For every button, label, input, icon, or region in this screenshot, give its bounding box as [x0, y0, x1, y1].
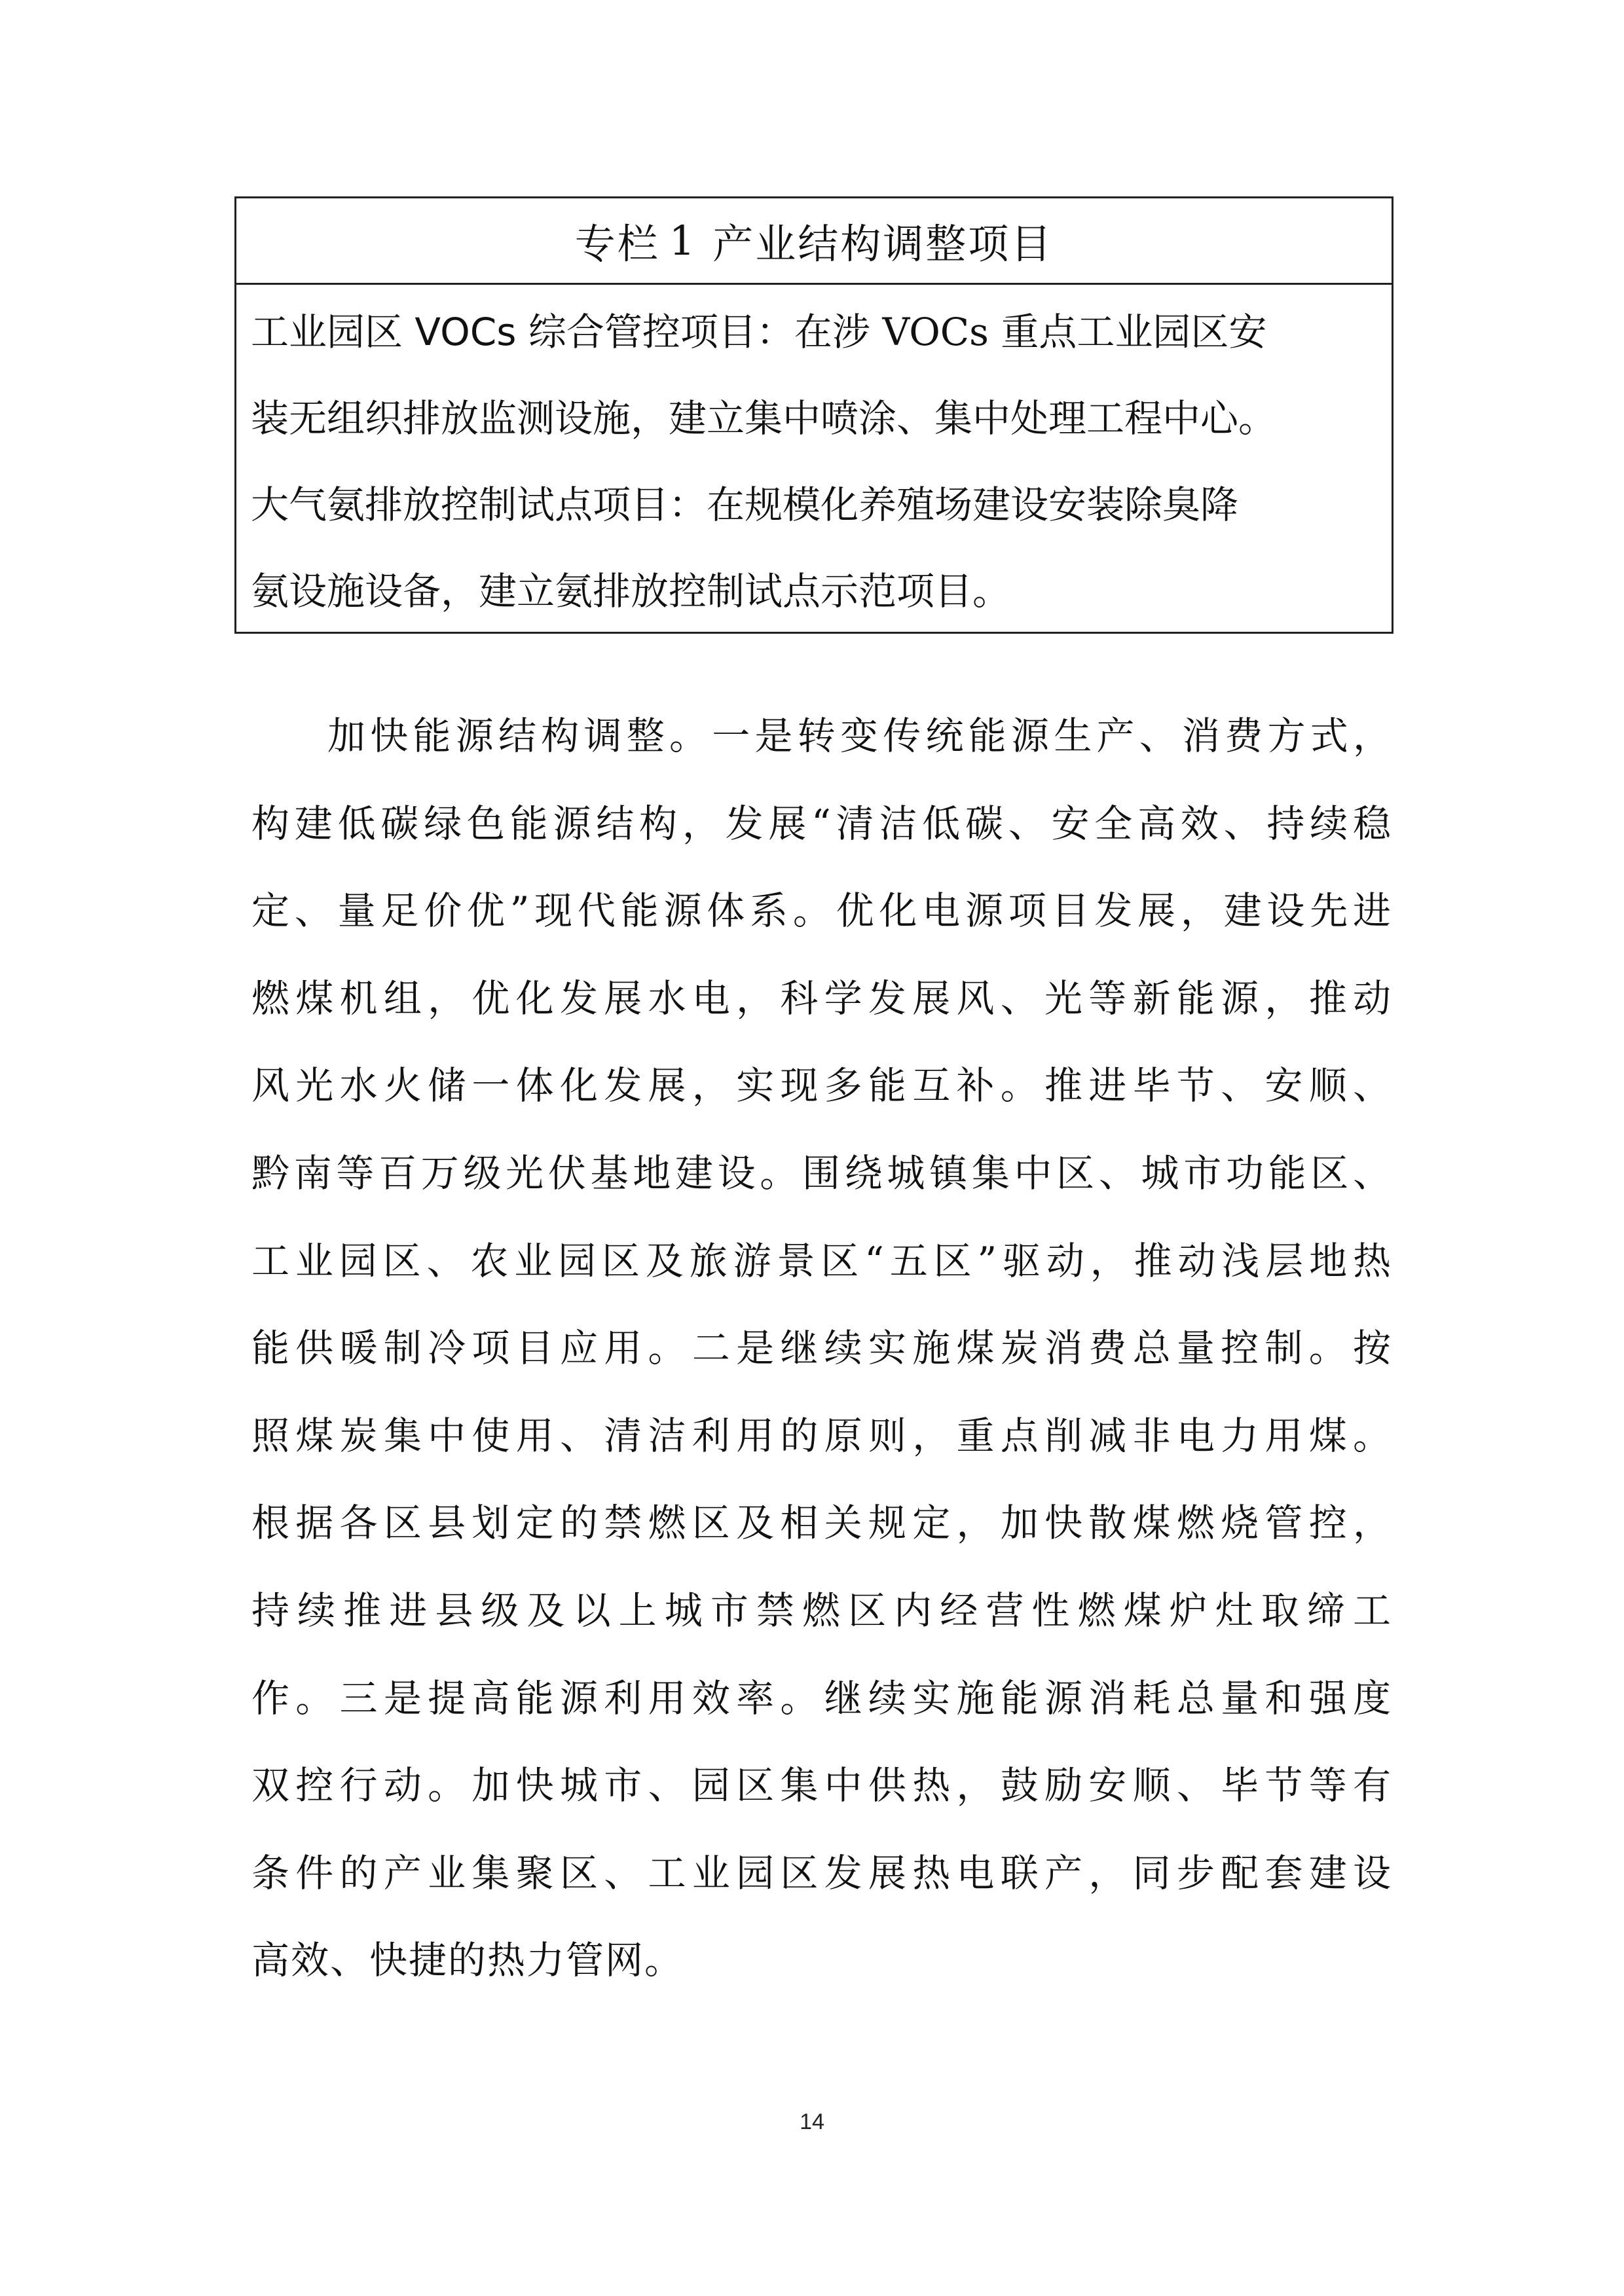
paragraph-line: 能供暖制冷项目应用。二是继续实施煤炭消费总量控制。按 — [251, 1326, 1392, 1371]
column-item-text: 在规模化养殖场建设安装除臭降 — [707, 483, 1239, 527]
column-item-text: 在涉 VOCs 重点工业园区安 — [794, 310, 1267, 354]
column-item-line — [251, 548, 1377, 634]
paragraph-line: 作。三是提高能源利用效率。继续实施能源消耗总量和强度 — [251, 1675, 1392, 1721]
paragraph-line: 定、量足价优”现代能源体系。优化电源项目发展，建设先进 — [251, 888, 1392, 934]
paragraph-line: 燃煤机组，优化发展水电，科学发展风、光等新能源，推动 — [251, 975, 1392, 1021]
column-item-heading: 大气氨排放控制试点项目： — [251, 483, 707, 527]
paragraph-line: 风光水火储一体化发展，实现多能互补。推进毕节、安顺、 — [251, 1063, 1392, 1108]
column-title — [236, 198, 1392, 285]
column-item-text: 氨设施设备，建立氨排放控制试点示范项目。 — [251, 569, 1011, 613]
paragraph-line: 构建低碳绿色能源结构，发展“清洁低碳、安全高效、持续稳 — [251, 801, 1392, 846]
column-item-line — [251, 462, 1377, 548]
paragraph-line: 照煤炭集中使用、清洁利用的原则，重点削减非电力用煤。 — [251, 1413, 1392, 1458]
paragraph-line: 持续推进县级及以上城市禁燃区内经营性燃煤炉灶取缔工 — [251, 1588, 1392, 1633]
column-title-prefix: 专栏 — [574, 220, 660, 268]
paragraph-line: 双控行动。加快城市、园区集中供热，鼓励安顺、毕节等有 — [251, 1763, 1392, 1808]
body-paragraph — [251, 693, 1392, 2005]
column-box — [234, 196, 1393, 634]
page-number: 14 — [800, 2109, 824, 2134]
column-body — [236, 285, 1392, 634]
paragraph-line: 黔南等百万级光伏基地建设。围绕城镇集中区、城市功能区、 — [251, 1150, 1392, 1195]
column-item-line — [251, 289, 1377, 375]
column-item-heading: 工业园区 VOCs 综合管控项目： — [251, 310, 794, 354]
paragraph-line: 加快能源结构调整。一是转变传统能源生产、消费方式， — [327, 714, 1392, 758]
column-title-text: 产业结构调整项目 — [712, 220, 1054, 268]
paragraph-line: 根据各区县划定的禁燃区及相关规定，加快散煤燃烧管控， — [251, 1501, 1392, 1546]
column-title-number: 1 — [669, 217, 697, 264]
paragraph-line: 工业园区、农业园区及旅游景区“五区”驱动，推动浅层地热 — [251, 1238, 1392, 1283]
paragraph-line: 高效、快捷的热力管网。 — [251, 1938, 684, 1983]
paragraph-line: 条件的产业集聚区、工业园区发展热电联产，同步配套建设 — [251, 1850, 1392, 1895]
column-item-line — [251, 375, 1377, 462]
column-item-text: 装无组织排放监测设施，建立集中喷涂、集中处理工程中心。 — [251, 396, 1277, 441]
